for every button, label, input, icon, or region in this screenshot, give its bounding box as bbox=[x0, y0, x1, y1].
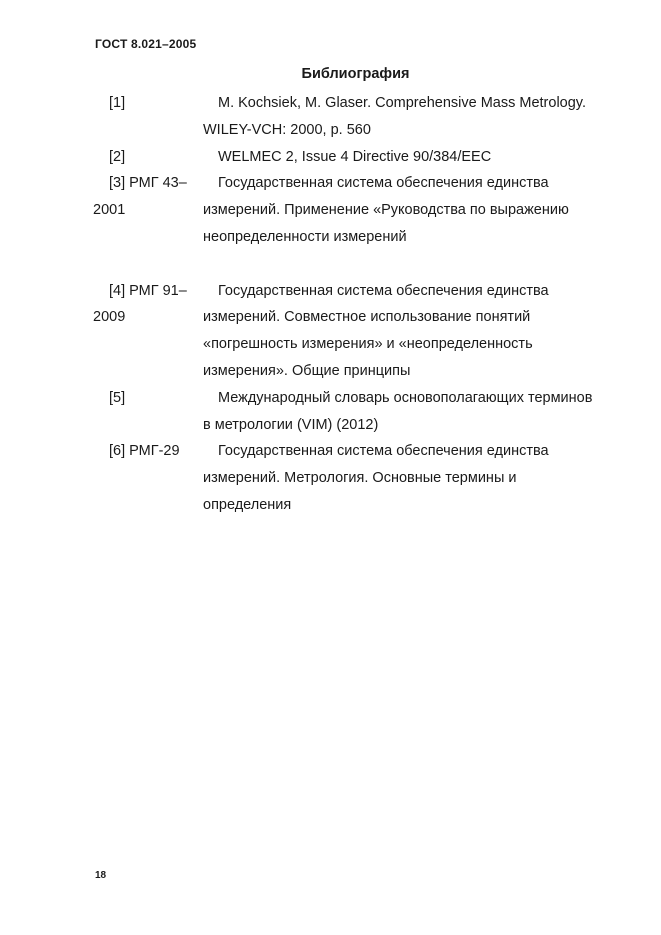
bibliography-entry bbox=[0, 144, 661, 171]
entry-id: [5] bbox=[109, 389, 126, 406]
bibliography-entry bbox=[0, 385, 661, 439]
entry-text: M. Kochsiek, M. Glaser. Comprehensive Mass Metrology. WILEY-VCH: 2000, p. 560 bbox=[203, 95, 586, 138]
entry-text: WELMEC 2, Issue 4 Directive 90/384/EEC bbox=[218, 148, 492, 165]
bibliography-title: Библиография bbox=[301, 66, 410, 82]
entry-text: Международный словарь основополагающих терминов в метрологии (VIM) (2012) bbox=[203, 389, 593, 433]
entry-id: [6] РМГ-29 bbox=[109, 443, 180, 460]
entry-id: [3] РМГ 43–2001 bbox=[93, 175, 187, 219]
bibliography-entry bbox=[0, 170, 661, 250]
bibliography-list bbox=[0, 90, 661, 519]
document-header: ГОСТ 8.021–2005 bbox=[95, 37, 197, 51]
entry-id: [4] РМГ 91–2009 bbox=[93, 282, 187, 326]
entry-id: [2] bbox=[109, 148, 126, 165]
entry-id: [1] bbox=[109, 95, 126, 111]
bibliography-entry bbox=[0, 278, 661, 385]
entry-text: Государственная система обеспечения единства измерений. Применение «Руководства по выражению неопределенности измерений bbox=[203, 175, 569, 245]
page-number: 18 bbox=[95, 870, 107, 881]
entry-text: Государственная система обеспечения единства измерений. Совместное использование понятий «погрешность измерения» и «неопределенность измерения». Общие принципы bbox=[203, 282, 549, 379]
bibliography-entry bbox=[0, 90, 661, 144]
bibliography-entry bbox=[0, 438, 661, 518]
entry-text: Государственная система обеспечения единства измерений. Метрология. Основные термины и определения bbox=[203, 443, 549, 513]
entry-spacer bbox=[0, 251, 661, 278]
